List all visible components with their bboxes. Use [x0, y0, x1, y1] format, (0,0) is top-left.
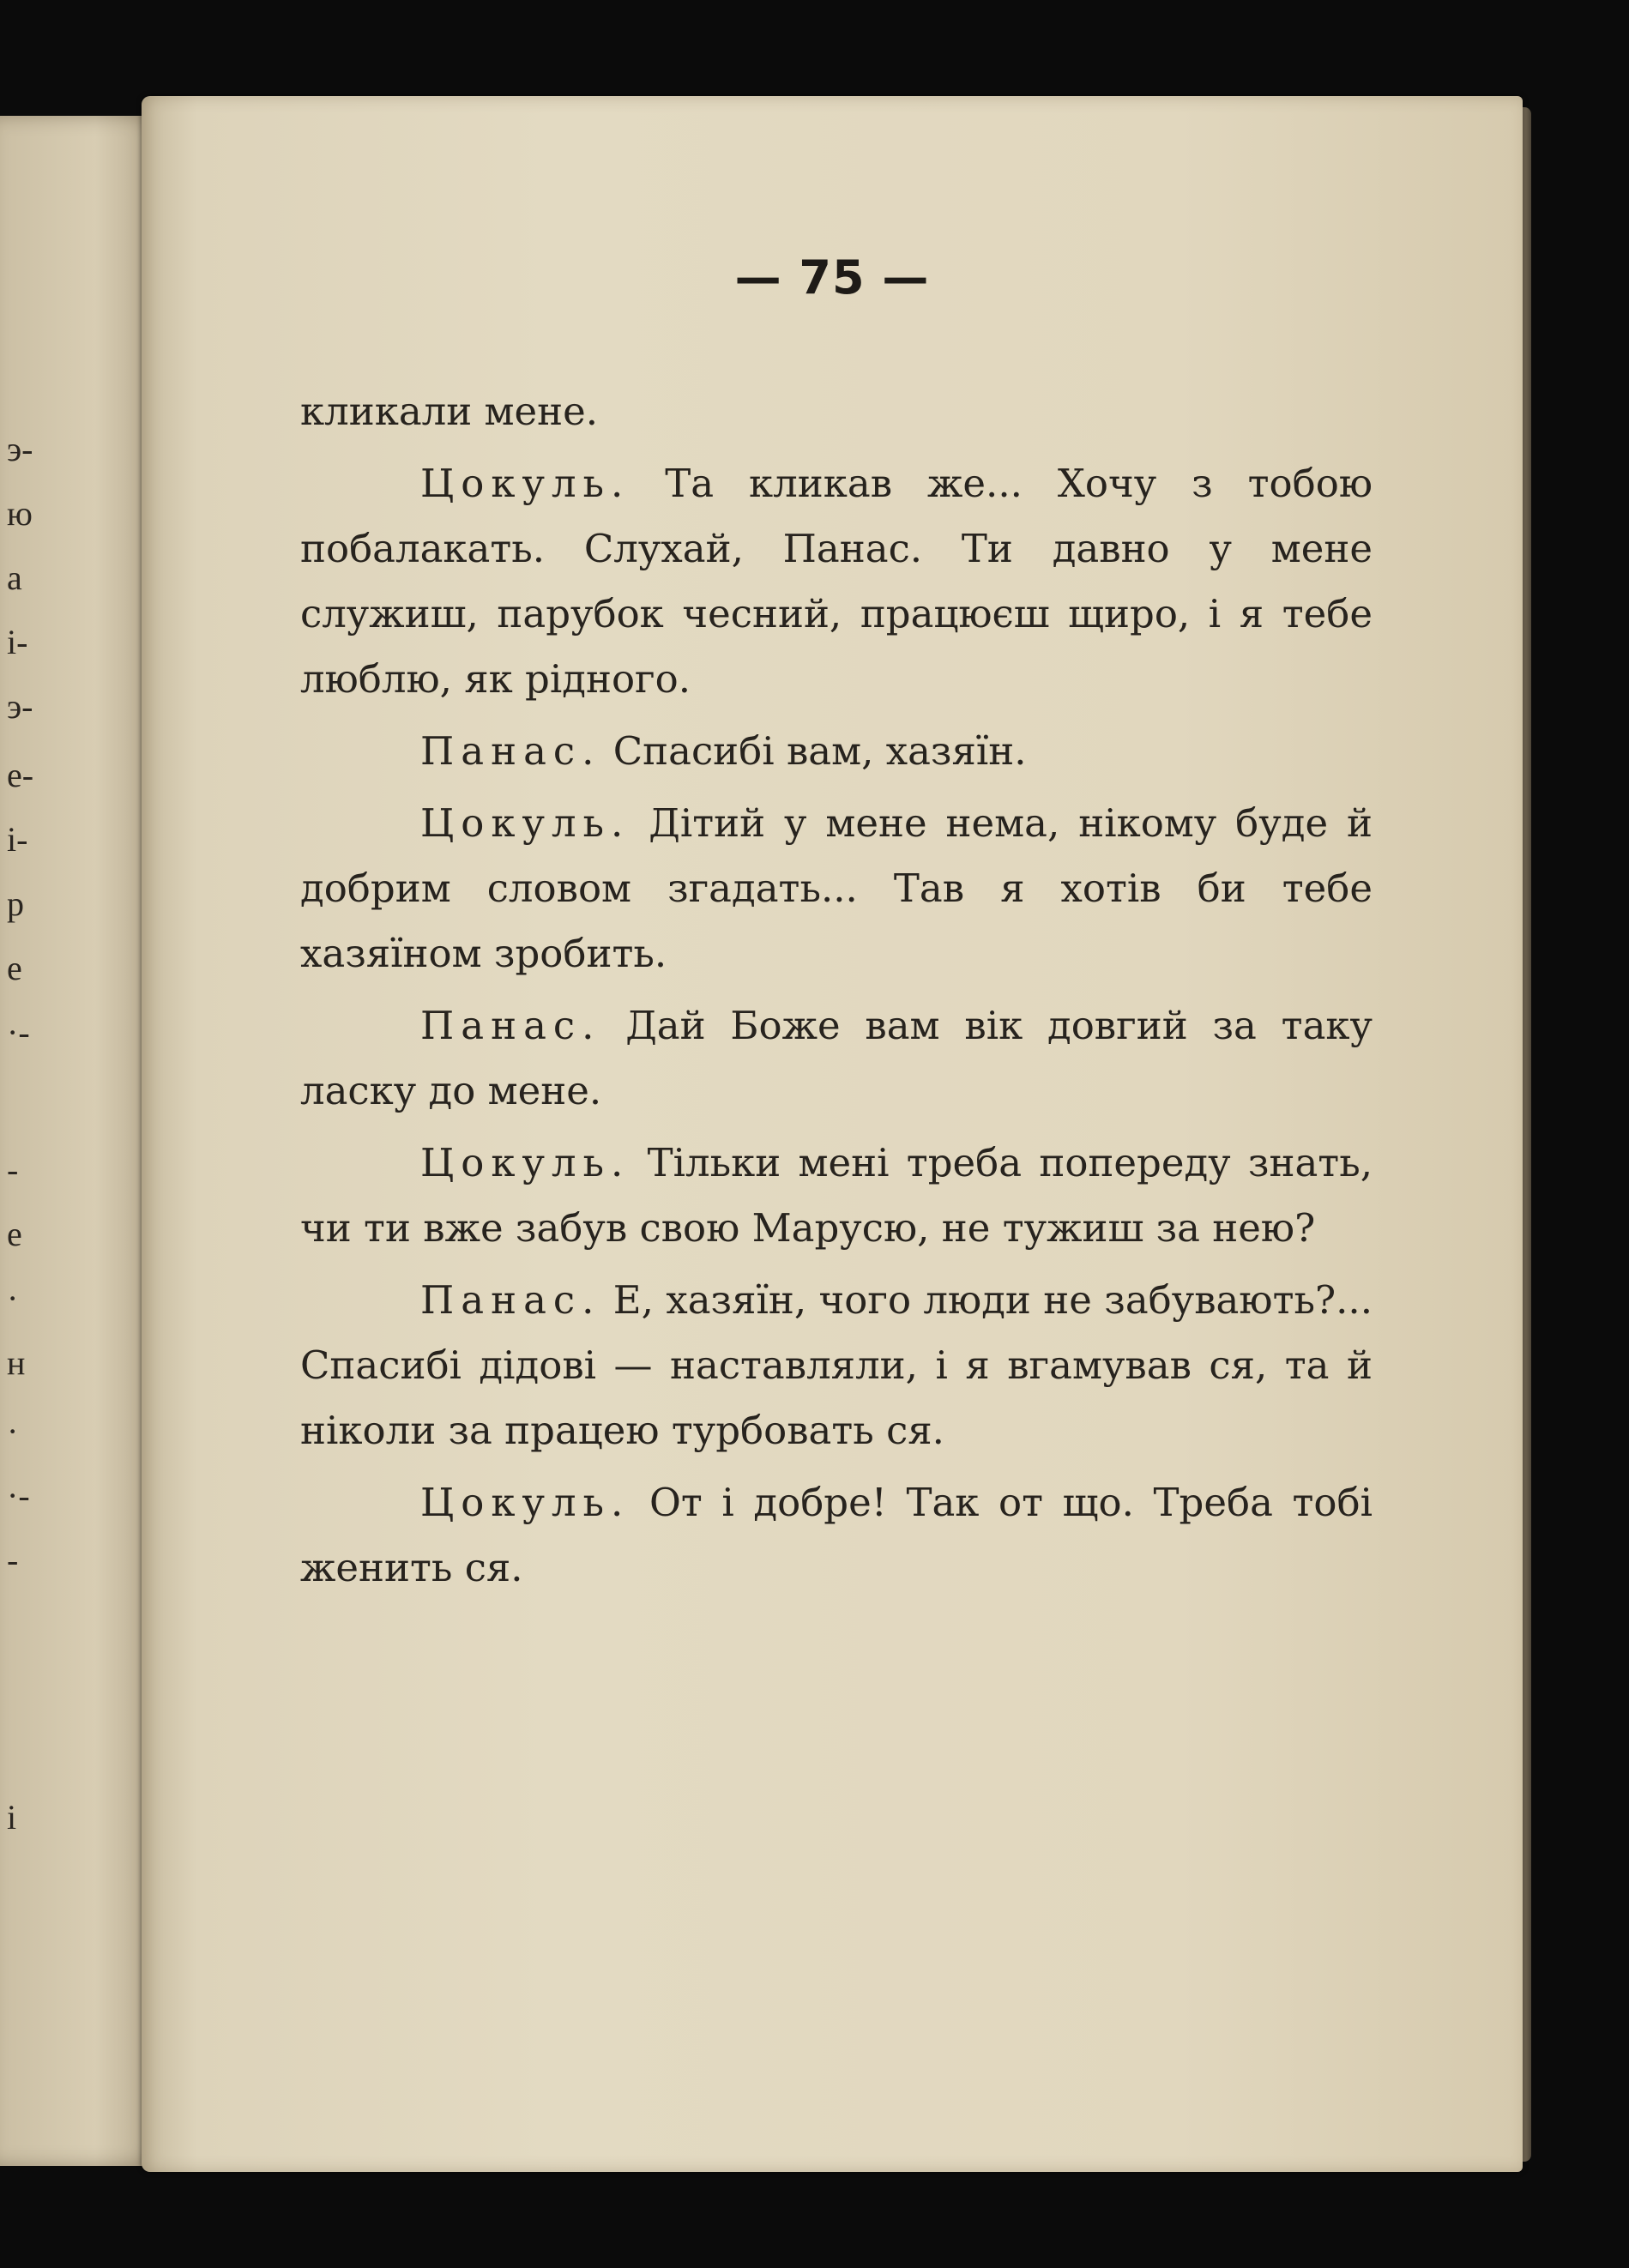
- paragraph-dialogue: [300, 719, 1373, 784]
- speaker-name: Цокуль.: [420, 1140, 630, 1185]
- left-page-fragment: і-: [7, 820, 28, 859]
- page-number: — 75 —: [734, 250, 930, 305]
- paragraph-dialogue: [300, 993, 1373, 1124]
- left-page-fragment: -: [7, 1150, 19, 1189]
- speaker-name: Цокуль.: [420, 1480, 630, 1525]
- page-text: [300, 379, 1373, 1601]
- paragraph-dialogue: [300, 1470, 1373, 1601]
- left-page-fragment: ю: [7, 494, 33, 533]
- dialogue-text: Дай Боже вам вік довгий за таку ласку до мене.: [300, 1003, 1373, 1113]
- paragraph-text: кликали мене.: [300, 389, 599, 434]
- dialogue-text: От і добре! Так от що. Треба тобі женить ся.: [300, 1480, 1373, 1590]
- speaker-name: Цокуль.: [420, 461, 630, 506]
- dialogue-text: Та кликав же... Хочу з тобою побалакать. Слухай, Панас. Ти давно у мене служиш, парубок чесний, працюєш щиро, і я тебе люблю, як рідного.: [300, 461, 1373, 702]
- left-page-fragment: е: [7, 949, 22, 987]
- paragraph-continuation: [300, 379, 1373, 444]
- left-page-fragment: р: [7, 884, 24, 923]
- left-page-fragment: н: [7, 1343, 26, 1382]
- speaker-name: Панас.: [420, 1277, 601, 1323]
- speaker-name: Панас.: [420, 1003, 601, 1048]
- left-page-fragment: ·-: [7, 1013, 30, 1052]
- left-page-fragment: і: [7, 1798, 17, 1837]
- left-page-fragment: э-: [7, 430, 33, 468]
- right-page: [142, 96, 1523, 2172]
- left-page-fragment: ·: [7, 1412, 19, 1451]
- paragraph-dialogue: [300, 1268, 1373, 1463]
- dialogue-text: Спасибі вам, хазяїн.: [600, 728, 1027, 774]
- dialogue-text: Тільки мені треба попереду знать, чи ти вже забув свою Марусю, не тужиш за нею?: [300, 1140, 1373, 1251]
- paragraph-dialogue: [300, 451, 1373, 712]
- left-page-fragment: і-: [7, 623, 28, 661]
- left-page-fragment: ·-: [7, 1476, 30, 1515]
- paragraph-dialogue: [300, 791, 1373, 986]
- left-page-fragment: а: [7, 558, 22, 597]
- left-page-fragment: е: [7, 1215, 22, 1253]
- paragraph-dialogue: [300, 1131, 1373, 1261]
- left-page-fragment: э-: [7, 687, 33, 726]
- left-page: [0, 116, 159, 2166]
- left-page-fragment: е-: [7, 756, 34, 794]
- dialogue-text: Дітий у мене нема, нікому буде й добрим словом згадать... Тав я хотів би тебе хазяїном зробить.: [300, 800, 1373, 976]
- speaker-name: Цокуль.: [420, 800, 630, 846]
- speaker-name: Панас.: [420, 728, 601, 774]
- left-page-fragment: ·: [7, 1279, 19, 1318]
- left-page-fragment: -: [7, 1541, 19, 1579]
- dialogue-text: Е, хазяїн, чого люди не забувають?... Спасибі дідові — наставляли, і я вгамував ся, та й ніколи за працею турбовать ся.: [300, 1277, 1373, 1453]
